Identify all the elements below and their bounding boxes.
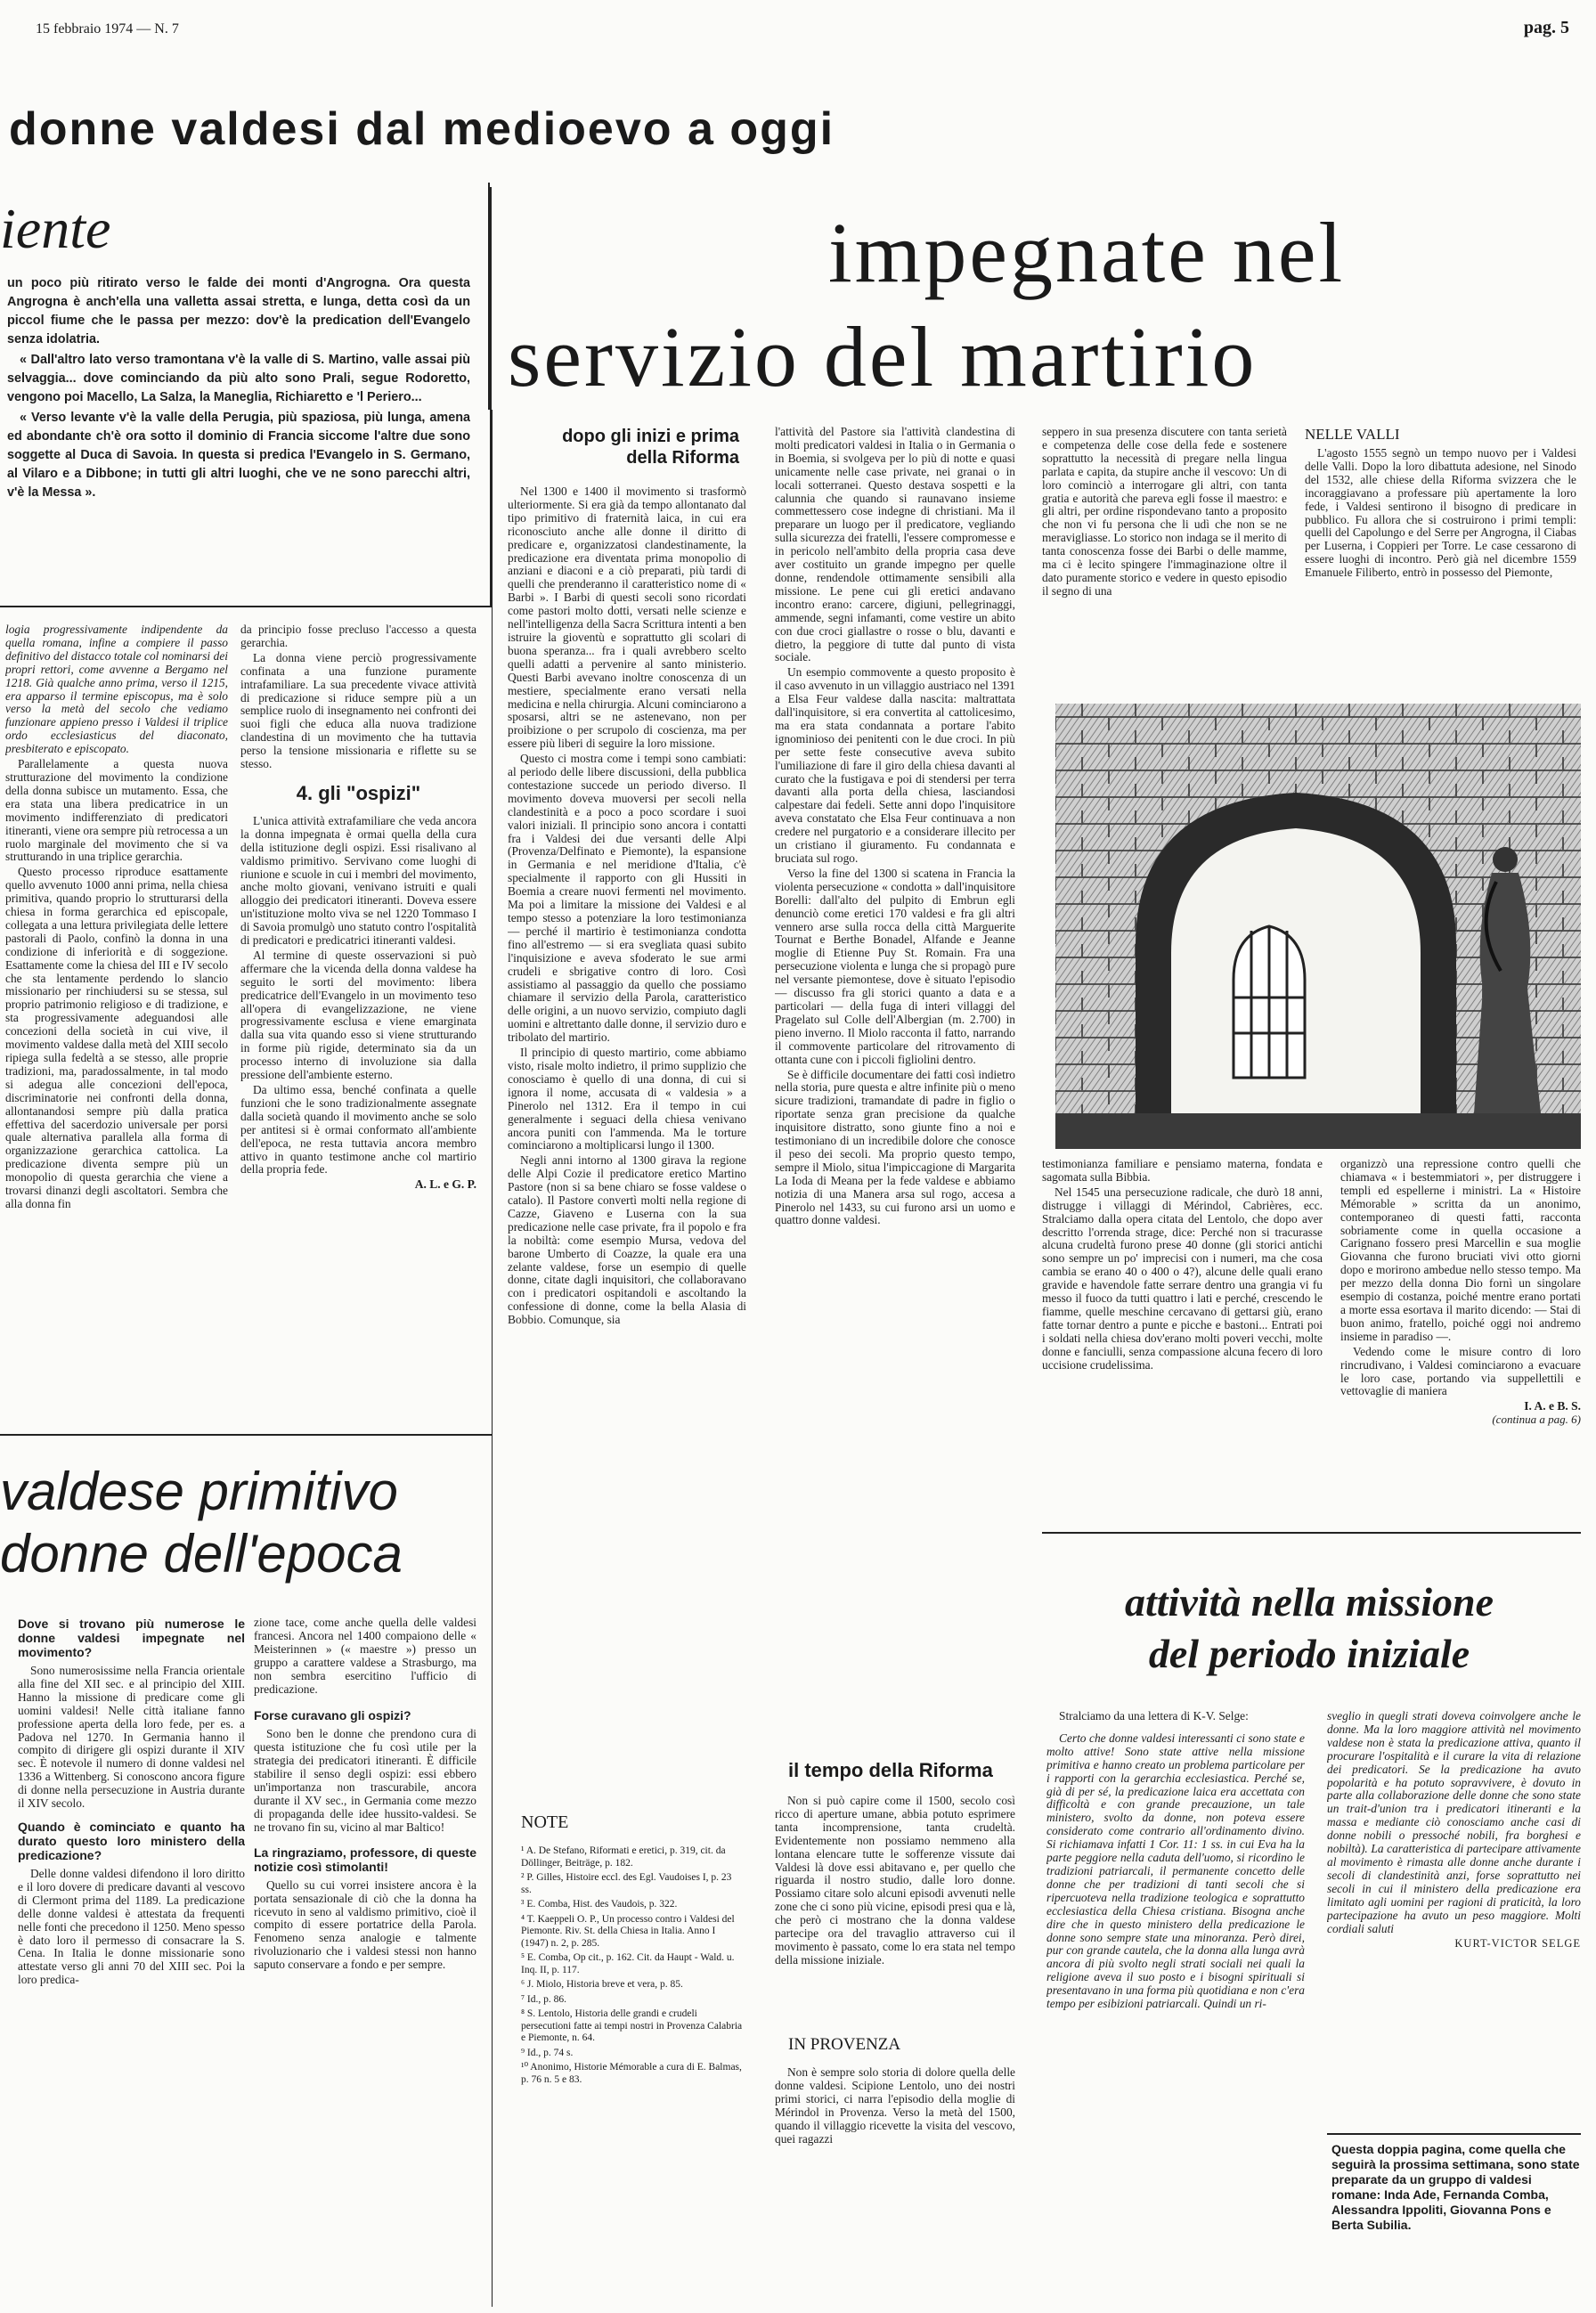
section2-col-right [254, 1617, 476, 2302]
interview-question-3: Forse curavano gli ospizi? [254, 1708, 411, 1723]
col2-p4: Al termine di queste osservazioni si può affermare che la vicenda della donna valdese ha seguito le sorti del movimento: libera predicatrice dell'Evangelo in un movimento teso all'opera di evangelizzazione, ne viene progressivamente esclusa e viene emarginata dalla sua vita quando esso si viene strutturando in forme più rigide, determinato sia da un processo interno di involuzione sia dalla pressione dell'ambiente esterno. [240, 948, 476, 1082]
left-box [0, 187, 492, 607]
section3-closing: Questa doppia pagina, come quella che seguirà la prossima settimana, sono state preparate da un gruppo di valdesi romane: Inda Ade, Fernanda Comba, Alessandra Ippoliti, Giovanna Pons e Berta Subilia. [1331, 2142, 1580, 2232]
col5-p2: testimonianza familiare e pensiamo materna, fondata e sagomata sulla Bibbia. [1042, 1158, 1323, 1184]
section2-title-line1: valdese primitivo [0, 1462, 398, 1521]
section3-intro: Stralciamo da una lettera di K-V. Selge: [1059, 1710, 1249, 1723]
section3-right-text: sveglio in quegli strati doveva coinvolgere anche le donne. Ma la loro maggiore attività nel movimento valdese non è stata la predicazione attiva, quanto il procurare l'ospitalità e il curare la vita di relazione dei predicatori. Se la predicazione ha avuto popolarità e ha potuto sopravvivere, è dovuto in parte alla collaborazione delle donne che sono state un trait-d'union tra i predicatori itineranti e la massa e mediante ciò conosciamo anche casi di donne nobili o pressoché nobili, fra borghesi e nobiltà). La caratteristica di partecipare attivamente al movimento è rimasta alle donne anche durante i secoli di clandestinità anzi, forse soprattutto nei secoli in cui il ministero della predicazione era limitato agli uomini per ragioni di praticità, la loro partecipazione ha avuto un peso maggiore. Molti cordiali saluti [1327, 1710, 1581, 1935]
interview-question-4: La ringraziamo, professore, di queste notizie così stimolanti! [254, 1845, 476, 1874]
note-5: ⁵ E. Comba, Op cit., p. 162. Cit. da Haupt - Wald. u. Inq. II, p. 117. [521, 1952, 735, 1975]
section2-title [0, 1461, 481, 1585]
section3-closing-rule [1327, 2133, 1581, 2135]
col5-text-top [1042, 426, 1287, 693]
prisoner-image [1055, 704, 1581, 1149]
section3-title-line1: attività nella missione [1124, 1579, 1494, 1625]
col4-text [775, 426, 1015, 1748]
left-box-p2: « Dall'altro lato verso tramontana v'è la valle di S. Martino, valle assai più selvaggia... dove cominciando da più alto sono Prali, segue Rodoretto, vengono poi Macello, La Salza, la Maneglia, Richiaretto e 'l Periero... [7, 353, 470, 404]
col2-text [240, 623, 476, 1407]
note-8: ⁸ S. Lentolo, Historia delle grandi e crudeli persecutioni fatte ai tempi nostri in Provenza Calabria e Piemonte, n. 64. [521, 2008, 743, 2043]
col3-text [508, 485, 746, 1786]
col4-subhead-riforma: il tempo della Riforma [788, 1759, 993, 1781]
notes-title: NOTE [521, 1812, 569, 1832]
col4-p1: l'attività del Pastore sia l'attività clandestina di molti predicatori valdesi in Italia o in Germania o in Boemia, si svolgeva per lo più di notte e quasi unicamente nelle case private, nei granai o in locali sotterranei. Questo destava sospetti e la calunnia che quando si raunavano insieme commettessero cose indegne di christiani. Ma il preparare un luogo per il predicatore, vegliando sulla sicurezza dei fratelli, l'essere compromesse e in pericolo nell'ambito della propria casa deve aver costituito un grande impegno per quelle donne, rendendole ottimamente sensibili alla missione. Le pene cui gli eretici andavano incontro erano: carcere, digiuni, pellegrinaggi, ammende, segni infamanti, come vestire un abito con due croci giallastre o rosse o blu, davanti e dietro, la peggiore di tutte dal punto di vista sociale. [775, 426, 1015, 664]
col6-text-bottom [1340, 1158, 1581, 1532]
note-9: ⁹ Id., p. 74 s. [521, 2047, 574, 2058]
col2-p2: La donna viene perciò progressivamente confinata a una funzione puramente intrafamiliare. La sua precedente vivace attività di predicazione si riduce sempre più a un semplice ruolo di insegnamento nei confronti dei suoi figli che educa alla nuova tradizione clandestina di un movimento che ha tuttavia perso la tensione missionaria e riflette su se stesso. [240, 650, 476, 771]
page-number: pag. 5 [1523, 18, 1569, 37]
col4-subhead-provenza: IN PROVENZA [788, 2035, 901, 2054]
kicker-title: donne valdesi dal medioevo a oggi [9, 103, 835, 155]
note-1: ¹ A. De Stefano, Riformati e eretici, p. 319, cit. da Döllinger, Beiträge, p. 182. [521, 1845, 726, 1869]
col2-p1: da principio fosse precluso l'accesso a questa gerarchia. [240, 623, 476, 649]
section3-signature: KURT-VICTOR SELGE [1454, 1937, 1581, 1951]
col4-riforma-text [775, 1795, 1015, 2022]
col4-p4: Se è difficile documentare dei fatti così indietro nella storia, pure questa e altre infinite più o meno sicure tradizioni, tramandate di padre in figlio o riportate senza gran precisione da qualche inquisitore distratto, sono giunte fino a noi e testimoniano di un incredibile dolore che conosce il peso dei secoli. Ma proprio questo tempo, sempre il Miolo, situa l'impiccagione di Margarita La Ioda di Meana per la fede valdese e abbiamo notizia di una Manera arsa sul rogo, accesa a Pinerolo nel 1433, su cui furono arsi un uomo e quattro donne valdesi. [775, 1067, 1015, 1227]
left-box-p1: un poco più ritirato verso le falde dei monti d'Angrogna. Ora questa Angrogna è anch'ella una valletta assai stretta, e lunga, detta così da un piccol fiume che le passa per mezzo: dov'è la predication dell'Evangelo senza idolatria. [7, 276, 470, 346]
col5-p3: Nel 1545 una persecuzione radicale, che durò 18 anni, distrugge i villaggi di Mérindol, Cabrières, ecc. Stralciamo dalla opera citata del Lentolo, che dopo aver descritto l'orrenda strage, dice: Perché non si tracurasse alcuna crudeltà furono prese 40 donne (gli storici antichi sono sempre un po' imprecisi con i numeri, ma che cosa cambia se erano 40 o 400 o 4?), alcune delle quali erano gravide e havendole fatte serrare dentro una grangia vi fu messo il fuoco da tutti quattro i lati e perché, crescendo le fiamme, quelle meschine cercavano di gettarsi giù, erano fatte tornar dentro a punte e picche e bastoni... Entrati poi i soldati nella chiesa dov'erano molti poveri vecchi, molte donne e fanciulli, senza compassione alcuna fecero di loro uccisione crudelissima. [1042, 1185, 1323, 1372]
divider-col2-col3 [492, 410, 493, 2307]
note-4: ⁴ T. Kaeppeli O. P., Un processo contro i Valdesi del Piemonte. Riv. St. della Chiesa in Italia. Anno I (1947) n. 2, p. 285. [521, 1913, 735, 1949]
col4-riforma-p: Non si può capire come il 1500, secolo così ricco di aperture umane, abbia potuto esprimere tanta incomprensione, tanta crudeltà. Evidentemente non possiamo nemmeno alla lontana elencare tutte le sofferenze vissute dai Valdesi là dove essi abitavano e, per quello che riguarda il nostro studio, dalle loro donne. Possiamo citare solo alcuni episodi avvenuti nelle zone che ci sono più vicine, episodi presi qua e là, che però ci mostrano che la donna valdese partecipe ora del travaglio attraverso cui il movimento è passato, come lo era stata nel tempo della missione iniziale. [775, 1795, 1015, 1967]
note-10: ¹⁰ Anonimo, Historie Mémorable a cura di E. Balmas, p. 76 n. 5 e 83. [521, 2062, 742, 2085]
col4-p3: Verso la fine del 1300 si scatena in Francia la violenta persecuzione « condotta » dall'inquisitore Borelli: dall'alto del pulpito di Embrun egli denunciò come eretici 170 valdesi e fra gli altri vennero arse sulla rocca della città Marguerite Tournat e Berthe Bonadel, Alfande e Jeanne moglie di Etienne Puy St. Romain. Fra una persecuzione violenta e lunga che si propagò pure nel versante piemontese, dove è situato l'episodio — discusso fra gli storici quanto a data e a particolari — della fuga di interi villaggi del Pragelato sul Colle dell'Albergian (m. 2.700) in pieno inverno. Il Miolo racconta il fatto, narrando il commovente particolare del ritrovamento di ottanta cune con i piccoli figliolini dentro. [775, 866, 1015, 1066]
col6-p2: organizzò una repressione contro quelli che chiamava « i bestemmiatori », per distruggere i templi ed espellerne i ministri. La « Histoire Mémorable » scritta da un anonimo, contemporaneo di questi fatti, racconta sobriamente come in quella occasione a Carignano fossero presi Marcellin e sua moglie Giovanna che furono bruciati vivi otto giorni dopo e morirono ambedue nello stesso tempo. Ma per mezzo della donna Dio fornì un singolare esempio di costanza, poiché mentre erano portati a morte essa esortava il marito dicendo: — Stai di buon animo, fratello, poiché oggi noi andremo insieme in paradiso —. [1340, 1158, 1581, 1343]
col6-subhead: NELLE VALLI [1305, 426, 1400, 443]
col6-p1: L'agosto 1555 segnò un tempo nuovo per i Valdesi delle Valli. Dopo la loro dibattuta adesione, nel Sinodo del 1532, alle chiese della Riforma svizzera che le incoraggiavano a professare più apertamente la loro fede, i Valdesi sentirono il bisogno di predicare in pubblico. Fu allora che si costruirono i primi templi: quelli del Capolungo e del Serre per Angrogna, il Ciabas per Luserna, i Coppieri per Torre. Le case cessarono di essere luoghi di incontro. Però già nel dicembre 1559 Emanuele Filiberto, entrò in possesso del Piemonte, [1305, 447, 1576, 580]
col4-provenza-p: Non è sempre solo storia di dolore quella delle donne valdesi. Scipione Lentolo, uno dei nostri primi storici, ci narra l'episodio della moglie di Mérindol in Provenza. Verso la metà del 1500, quando il villaggio ricevette la visita del vescovo, quei ragazzi [775, 2066, 1015, 2146]
col5-text-bottom [1042, 1158, 1323, 1532]
interview-answer-3: Sono ben le donne che prendono cura di questa istituzione che fu così utile per la strategia dei predicatori itineranti. È difficile stabilire il senso degli ospizi: essi ebbero un'importanza non trascurabile, ancora durante il XV sec., in Germania come mezzo di propaganda delle idee hussito-valdesi. Se ne trovano fin su, vicino al mar Baltico! [254, 1727, 476, 1834]
section3-left-text: Certo che donne valdesi interessanti ci sono state e molto attive! Sono state attive nella missione primitiva e hanno creato un problema particolare per i rapporti con la gerarchia ecclesiastica. Perché se, già di per sé, la predicazione laica era accettata con difficoltà e con grande precauzione, un tale ministero, svolto da donne, non poteva essere considerato come contrario all'ordinamento divino. Si richiamava infatti 1 Cor. 11: 1 ss. in cui Eva ha la parte peggiore nella caduta dell'uomo, si ricordino le tradizioni patriarcali, il permanente concetto delle donne che per tradizioni di tanti secoli che si ripercuoteva nella tradizione teologica e soprattutto ecclesiastica della Chiesa cristiana. Bisogna anche dire che in questo ministero della predicazione le donne sono sempre state una minoranza. Però direi, pur con grande cautela, che la donna alla lunga avrà ancora di più svolto negli strati sociali nei quali la religione aveva il suo posto e i bisogni spirituali si presentavano in una forma più quotidiana e non c'era tempo per esibizioni patriarcali. Quindi un ri- [1046, 1731, 1305, 2011]
col3-p1: Nel 1300 e 1400 il movimento si trasformò ulteriormente. Si era già da tempo allontanato dal tipo primitivo di fraternità laica, in cui era riconosciuto anche alle donne il diritto di predicare e, organizzatosi clandestinamente, la predicazione era diventata prima monopolio di anziani e diaconi e a ciò preparati, più tardi di quelli che prenderanno il caratteristico nome di « Barbi ». I Barbi di questi secoli sono ricordati come pastori molto dotti, versati nelle scienze e nell'intelligenza della Sacra Scrittura intenti a ben istruire la gioventù e soprattutto gli scolari di buona speranza... fra i quali avrebbero scelto quelli adatti a pervenire al santo ministerio. Questi Barbi avevano inoltre conoscenza di un mestiere, specialmente erano versati nella medicina e nella chirurgia. Alcuni cominciarono a sposarsi, altri se ne astenevano, non per proibizione o per scrupolo di coscienza, ma per essere più liberi di seguire la loro missione. [508, 485, 746, 751]
note-2: ² P. Gilles, Histoire eccl. des Egl. Vaudoises I, p. 23 ss. [521, 1872, 732, 1895]
col2-subhead: 4. gli "ospizi" [296, 781, 421, 804]
interview-question-2: Quando è cominciato e quanto ha durato questo loro ministero della predicazione? [18, 1819, 245, 1862]
col2-p3: L'unica attività extrafamiliare che veda ancora la donna impegnata è ormai quella della cura della istituzione degli ospizi. Essi risalivano al valdismo primitivo. Servivano come luoghi di riunione e scuole in cui i membri del movimento, anche molto giovani, venivano istruiti e quali alloggio dei predicatori itineranti. Doveva essere un'istituzione molto viva se nel 1220 Tommaso I di Savoia promulgò uno statuto contro l'ospitalità di predicatori e predicatrici itineranti valdesi. [240, 813, 476, 948]
col6-p3: Vedendo come le misure contro di loro rincrudivano, i Valdesi cominciarono a evacuare le loro case, portando via suppellettili e vettovaglie di maniera [1340, 1344, 1581, 1398]
note-6: ⁶ J. Miolo, Historia breve et vera, p. 85. [521, 1979, 683, 1990]
left-box-p3: « Verso levante v'è la valle della Perugia, più spaziosa, più lunga, amena ed abondante ch'è ora sotto il dominio di Francia siccome l'altre due sono soggette al Duca di Savoia. In questa si predica l'Evangelo in S. Germano, al Vilaro e a Dibbone; in tutti gli altri luoghi, che ve ne sono parecchi altri, v'è la Messa ». [7, 411, 470, 500]
col1-p2: Parallelamente a questa nuova strutturazione del movimento la condizione della donna subisce un mutamento. Essa, che era stata una libera predicatrice in un movimento indifferenziato di predicatori itineranti, viene ora sempre più retrocessa a un ruolo marginale del movimento che si va strutturando in una triplice gerarchia. [5, 757, 228, 864]
col1-p1: logia progressivamente indipendente da quella romana, infine a compiere il passo definitivo del distacco totale col nominarsi dei propri rettori, come avvenne a Bergamo nel 1218. Già qualche anno prima, verso il 1215, era apparso il termine episcopus, ma è solo verso la metà del secolo che vediamo funzionare appieno presso i Valdesi il triplice ordo ecclesiasticus del diaconato, presbiterato e episcopato. [5, 623, 228, 756]
note-3: ³ E. Comba, Hist. des Vaudois, p. 322. [521, 1899, 678, 1910]
col3-p2: Questo ci mostra come i tempi sono cambiati: al periodo delle libere discussioni, della pubblica contestazione succede un periodo diverso. Il movimento doveva muoversi per secoli nella clandestinità e a poco a poco scordare i suoi valori iniziali. Il principio sono ancora i contatti fra i Valdesi dei due versanti delle Alpi (Provenza/Delfinato e Piemonte), la espansione in Germania e nel meridione d'Italia, c'è specialmente il rapporto con gli Hussiti in Boemia a creare nuovi fermenti nel movimento. Ma poi a limitare la missione dei Valdesi e al tempo stesso a potenziare la loro testimonianza — perché il martirio è testimonianza condotta fino all'estremo — si era svegliata quasi subito l'inquisizione e aveva sfoderato le sue armi crudeli e sbrigative contro di loro. Così assistiamo al passaggio da quello che possiamo chiamare il servizio della Parola, caratteristico delle origini, a un nuovo servizio, compiuto dagli uomini e altrettanto dalle donne, il servizio duro e tribolato del martirio. [508, 752, 746, 1045]
section2-col-left [18, 1617, 245, 2302]
interview-question-1: Dove si trovano più numerose le donne valdesi impegnate nel movimento? [18, 1617, 245, 1659]
section2-title-line2: donne dell'epoca [0, 1524, 403, 1584]
headline-line2: servizio del martirio [508, 309, 1258, 404]
col6-text-top [1305, 447, 1576, 696]
col2-p5: Da ultimo essa, benché confinata a quelle funzioni che le sono tradizionalmente assegnate dalla società quando il movimento anche se solo per antitesi si è ormai conformato all'ambiente dell'epoca, ne resta tuttavia ancora membro attivo in quanto testimone anche col martirio della propria fede. [240, 1083, 476, 1177]
col3-p3: Il principio di questo martirio, come abbiamo visto, risale molto indietro, il primo supplizio che conosciamo è quello di una donna, di cui si ignora il nome, accusata di « valdesia » a Pinerolo nel 1312. Era il tempo in cui generalmente i seguaci della chiesa venivano ancora puniti con l'ammenda. Ma le torture cominciarono a moltiplicarsi lungo il 1300. [508, 1046, 746, 1152]
divider-section2 [0, 1434, 492, 1436]
interview-answer-1: Sono numerosissime nella Francia orientale alla fine del XII sec. e al principio del XIII. Hanno la missione di predicare come gli uomini valdesi! Nelle città italiane fanno professione aperta della loro fede, per es. a Padova nel 1270. In Germania hanno il compito di dirigere gli ospizi durante il XIV sec. È notevole il numero di donne valdesi nel 1336 a Wittenberg. Si conoscono ancora figure di donne nella persecuzione in Austria durante il XIV secolo. [18, 1664, 245, 1811]
col4-provenza-text [775, 2066, 1015, 2302]
left-box-title: iente [0, 197, 111, 260]
col2-signature: A. L. e G. P. [414, 1177, 476, 1192]
col3-p4: Negli anni intorno al 1300 girava la regione delle Alpi Cozie il predicatore eretico Martino Pastore (non si sa bene chiaro se fosse valdese o catalo). Il Pastore convertì molti nella regione di Cazze, Giaveno e Luserna con la sua predicazione nelle case private, fra il popolo e fra la nobiltà: come esempio Mursa, vedova del barone Umberto di Coazze, la quale era una zelante valdese, forse un esempio di quelle donne, citate dagli inquisitori, che collaboravano con i predicatori ospitandoli e ascoltando la confessione di donne, come la bella Alasia di Bobbio. Comunque, sia [508, 1153, 746, 1327]
col5-p1: seppero in sua presenza discutere con tanta serietà e competenza delle cose della fede e sostenere soprattutto la necessità di pregare nella lingua parlata e capita, da stupire anche il vescovo: Un di loro cominciò a interrogare gli altri, con tanta gratia e autorità che pareva egli fosse il maestro: e gli altri, per ordine rispondevano tanto a proposito che non vi fu persona che li udì che non se ne meravigliasse. Lo storico non indaga se il merito di tanta conoscenza fosse dei Barbi o delle mamme, ma ci è lecito spingere l'immaginazione oltre il dato puramente storico e vedere in questo episodio il segno di una [1042, 426, 1287, 598]
note-7: ⁷ Id., p. 86. [521, 1993, 566, 2005]
interview-answer-4: Quello su cui vorrei insistere ancora è la portata sensazionale di ciò che la donna ha ricevuto in seno al valdismo primitivo, cioè il compito di essere portatrice della Parola. Fenomeno senza analogie e talmente rivoluzionario che i valdesi stessi non hanno saputo conservare a fondo e per sempre. [254, 1877, 476, 1972]
col6-signature: I. A. e B. S. [1524, 1399, 1581, 1413]
col1-text [5, 623, 228, 1407]
section3-rule [1042, 1532, 1581, 1534]
section3-title [1042, 1576, 1576, 1680]
left-box-text [7, 274, 470, 595]
section3-col-right [1327, 1710, 1581, 2129]
interview-answer-2: Delle donne valdesi difendono il loro diritto e il loro dovere di predicare davanti al vescovo di Clermont prima del 1189. La predicazione delle donne valdesi è attestata da frequenti nelle fonti che precedono il 1250. Meno spesso è dato loro il permesso di consacrare la S. Cena. In Italia le donne missionarie sono attestate verso gli anni 70 del XIII sec. Poi la loro predica- [18, 1866, 245, 1987]
col1-p3: Questo processo riproduce esattamente quello avvenuto 1000 anni prima, nella chiesa primitiva, quando proprio lo strutturarsi della chiesa in forma gerarchica ed episcopale, collegata a una lettura privilegiata delle lettere pastorali di Paolo, confinò la donna in una condizione di inferiorità e di soggezione. Esattamente come la chiesa del III e IV secolo che sta lentamente perdendo lo slancio missionario per rinchiudersi su se stessa, sul proprio patrimonio religioso e di tradizione, e sta progressivamente adeguandosi alle concezioni della società in cui vive, il movimento valdese dalla metà del XIII secolo ripiega sulla fedeltà a se stesso, alle proprie tradizioni, ma, paradossalmente, in tal modo si adegua alle concezioni dell'epoca, discriminatorie nei confronti della donna, allontanandosi sempre più dalla pratica effettiva del sacerdozio universale per porsi quale alternativa parallela alla forma di organizzazione gerarchica cattolica. La predicazione diventa sempre più un monopolio di questa gerarchia che viene a trovarsi dinanzi degli ascoltatori. Sembra che alla donna fin [5, 865, 228, 1210]
section3-col-left [1046, 1710, 1305, 2298]
col4-p2: Un esempio commovente a questo proposito è il caso avvenuto in un villaggio austriaco nel 1391 a Elsa Feur valdese dalla nascita: maltrattata dall'inquisitore, si era convertita al cattolicesimo, ma era stata condannata a portare l'abito ignominioso dei penitenti con le due croci. In più per sette feste consecutive aveva subito l'umiliazione di fare il giro della chiesa davanti al curato che la fustigava e poi di stendersi per terra davanti alla porta della chiesa, lasciandosi calpestare dai fedeli. Sette anni dopo l'inquisitore aveva constatato che Elsa Feur continuava a non credere nel purgatorio e a considerare illecito per un cristiano il giuramento. Fu condannata e bruciata sul rogo. [775, 665, 1015, 865]
dungeon-illustration [1055, 704, 1581, 1149]
interview-answer-2-cont: zione tace, come anche quella delle valdesi francesi. Ancora nel 1400 compaiono delle « Meisterinnen » (« maestre ») presso un gruppo a carattere valdese a Strasburgo, ma non sembra esercitino l'ufficio di predicazione. [254, 1617, 476, 1696]
col6-continued: (continua a pag. 6) [1492, 1413, 1581, 1427]
col3-subhead: dopo gli inizi e prima della Riforma [562, 427, 739, 468]
page-date: 15 febbraio 1974 — N. 7 [36, 21, 179, 37]
divider-headline [488, 183, 490, 410]
section3-title-line2: del periodo iniziale [1148, 1631, 1470, 1676]
notes-section [521, 1812, 744, 2293]
headline-line1: impegnate nel [828, 205, 1346, 300]
